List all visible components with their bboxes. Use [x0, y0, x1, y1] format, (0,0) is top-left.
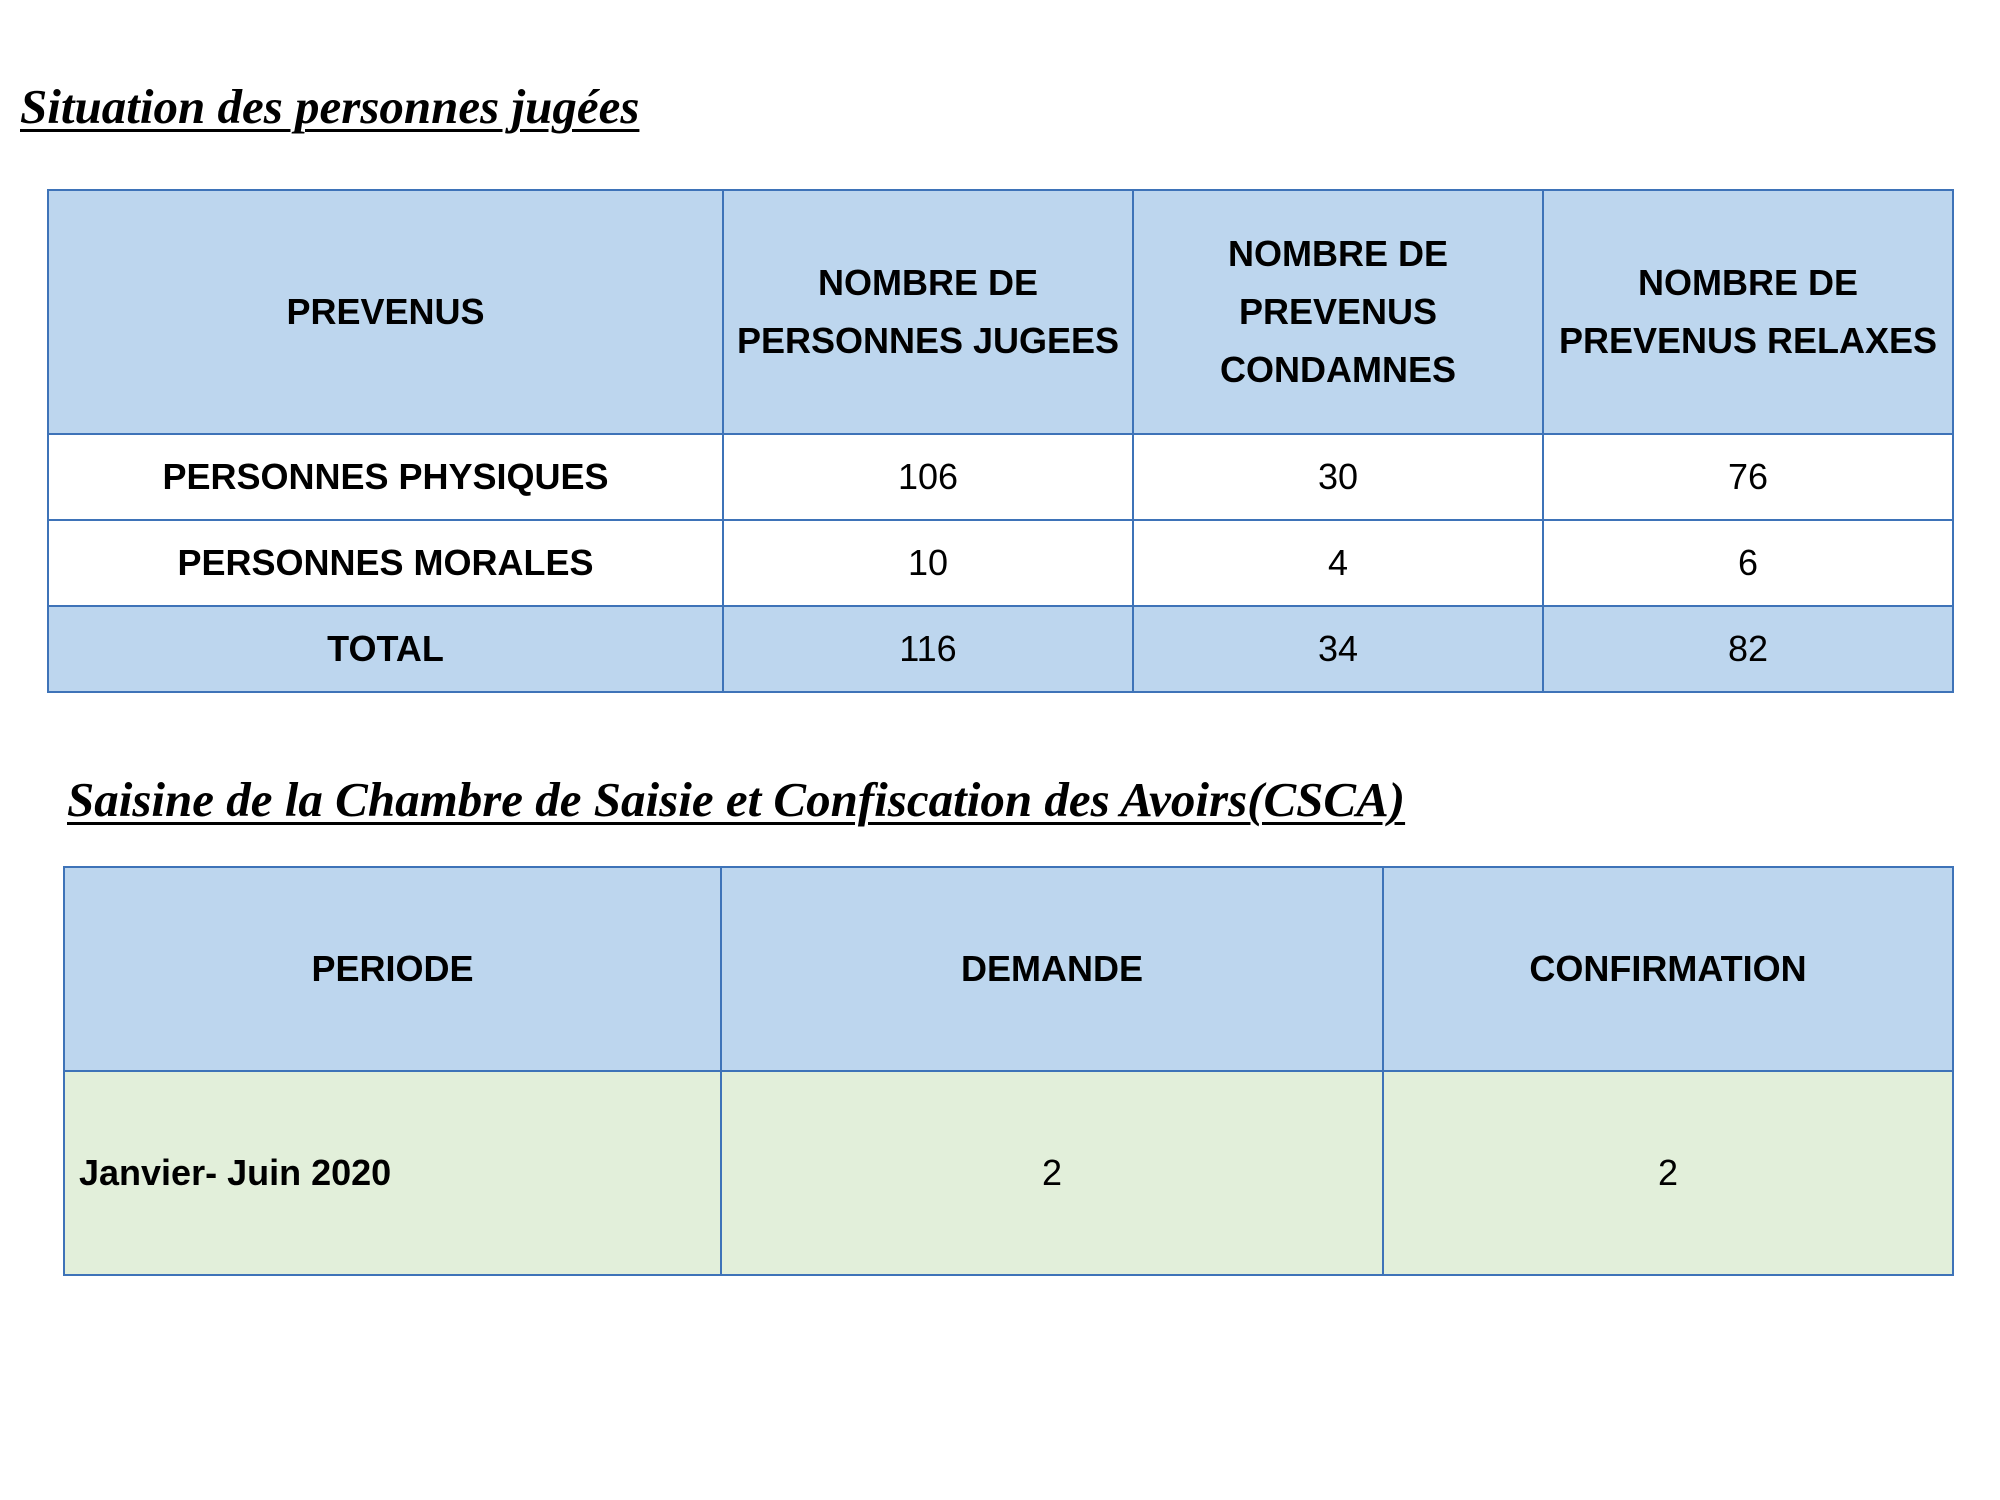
- cell-confirmation: 2: [1383, 1071, 1953, 1275]
- cell-relaxes: 82: [1543, 606, 1953, 692]
- cell-periode: Janvier- Juin 2020: [64, 1071, 721, 1275]
- section-title-csca: Saisine de la Chambre de Saisie et Confiscation des Avoirs(CSCA): [67, 772, 1406, 827]
- header-demande: DEMANDE: [721, 867, 1383, 1071]
- cell-relaxes: 6: [1543, 520, 1953, 606]
- cell-demande: 2: [721, 1071, 1383, 1275]
- header-prevenus-condamnes: NOMBRE DE PREVENUS CONDAMNES: [1133, 190, 1543, 434]
- table-header-row: [64, 867, 1953, 1071]
- header-personnes-jugees: NOMBRE DE PERSONNES JUGEES: [723, 190, 1133, 434]
- table-row: [64, 1071, 1953, 1275]
- row-label: PERSONNES PHYSIQUES: [48, 434, 723, 520]
- row-label: TOTAL: [48, 606, 723, 692]
- row-label: PERSONNES MORALES: [48, 520, 723, 606]
- table-header-row: [48, 190, 1953, 434]
- header-prevenus-relaxes: NOMBRE DE PREVENUS RELAXES: [1543, 190, 1953, 434]
- cell-condamnes: 30: [1133, 434, 1543, 520]
- cell-jugees: 116: [723, 606, 1133, 692]
- table-saisine-csca: [63, 866, 1954, 1276]
- cell-jugees: 10: [723, 520, 1133, 606]
- header-confirmation: CONFIRMATION: [1383, 867, 1953, 1071]
- header-periode: PERIODE: [64, 867, 721, 1071]
- cell-condamnes: 4: [1133, 520, 1543, 606]
- cell-relaxes: 76: [1543, 434, 1953, 520]
- cell-condamnes: 34: [1133, 606, 1543, 692]
- table-row: [48, 520, 1953, 606]
- table-row: [48, 434, 1953, 520]
- section-title-personnes-jugees: Situation des personnes jugées: [20, 79, 640, 134]
- header-prevenus: PREVENUS: [48, 190, 723, 434]
- table-personnes-jugees: [47, 189, 1954, 693]
- cell-jugees: 106: [723, 434, 1133, 520]
- table-row-total: [48, 606, 1953, 692]
